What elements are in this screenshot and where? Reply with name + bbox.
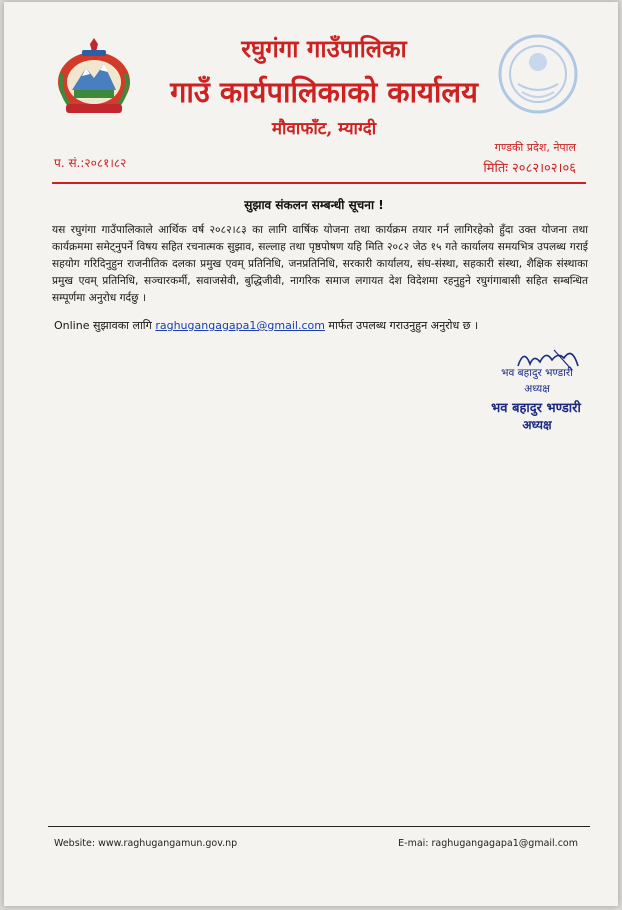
nepal-emblem-icon — [52, 38, 136, 116]
stamp-name: भव बहादुर भण्डारी — [491, 401, 581, 416]
notice-body: यस रघुगंगा गाउँपालिकाले आर्थिक वर्ष २०८२।८३ का लागि वार्षिक योजना तथा कार्यक्रम तयार गर्न लागिरहेको हुँदा उक्त योजना तथा कार्यक्रममा समेट्नुपर्ने विषय सहित रचनात्मक सुझाव, सल्लाह तथा पृष्ठपोषण यहि मिति २०८२ जेठ १५ गते कार्यालय समयभित्र उपलब्ध गराई सहयोग गरिदिनुहुन राजनीतिक दलका प्रमुख एवम् प्रतिनिधि, जनप्रतिनिधि, सरकारी कार्यालय, संघ-संस्था, सहकारी संस्था, शैक्षिक संस्थाका प्रमुख एवम् प्रतिनिधि, सञ्चारकर्मी, सवाजसेवी, बुद्धिजीवी, नागरिक समाज लगायत देश विदेशमा रहनुहुने रघुगंगाबासी सहित सम्बन्धित सम्पूर्णमा अनुरोध गर्दछु । — [52, 224, 588, 304]
reference-number: प. सं.:२०८१।८२ — [54, 156, 127, 170]
office-location: मौवाफाँट, म्याग्दी — [271, 119, 377, 139]
signatory-role: अध्यक्ष — [524, 383, 550, 395]
footer-email: E-mai: raghugangagapa1@gmail.com — [398, 838, 578, 849]
online-suffix: मार्फत उपलब्ध गराउनुहुन अनुरोध छ । — [324, 319, 479, 332]
notice-subject: सुझाव संकलन सम्बन्धी सूचना ! — [244, 198, 384, 212]
official-seal-icon — [496, 32, 580, 116]
office-name: गाउँ कार्यपालिकाको कार्यालय — [170, 75, 478, 109]
header-divider — [52, 182, 586, 184]
footer-divider — [48, 826, 590, 827]
letter-date: मितिः २०८२।०२।०६ — [483, 161, 576, 176]
letter-page — [4, 2, 618, 906]
province-label: गण्डकी प्रदेश, नेपाल — [494, 141, 576, 154]
signatory-name: भव बहादुर भण्डारी — [501, 367, 573, 379]
municipality-name: रघुगंगा गाउँपालिका — [241, 34, 407, 63]
online-prefix: Online सुझावका लागि — [54, 319, 156, 332]
email-link[interactable]: raghugangagapa1@gmail.com — [155, 319, 325, 332]
footer-website: Website: www.raghugangamun.gov.np — [54, 838, 238, 849]
stamp-role: अध्यक्ष — [522, 418, 552, 432]
online-submission-line — [54, 318, 594, 333]
